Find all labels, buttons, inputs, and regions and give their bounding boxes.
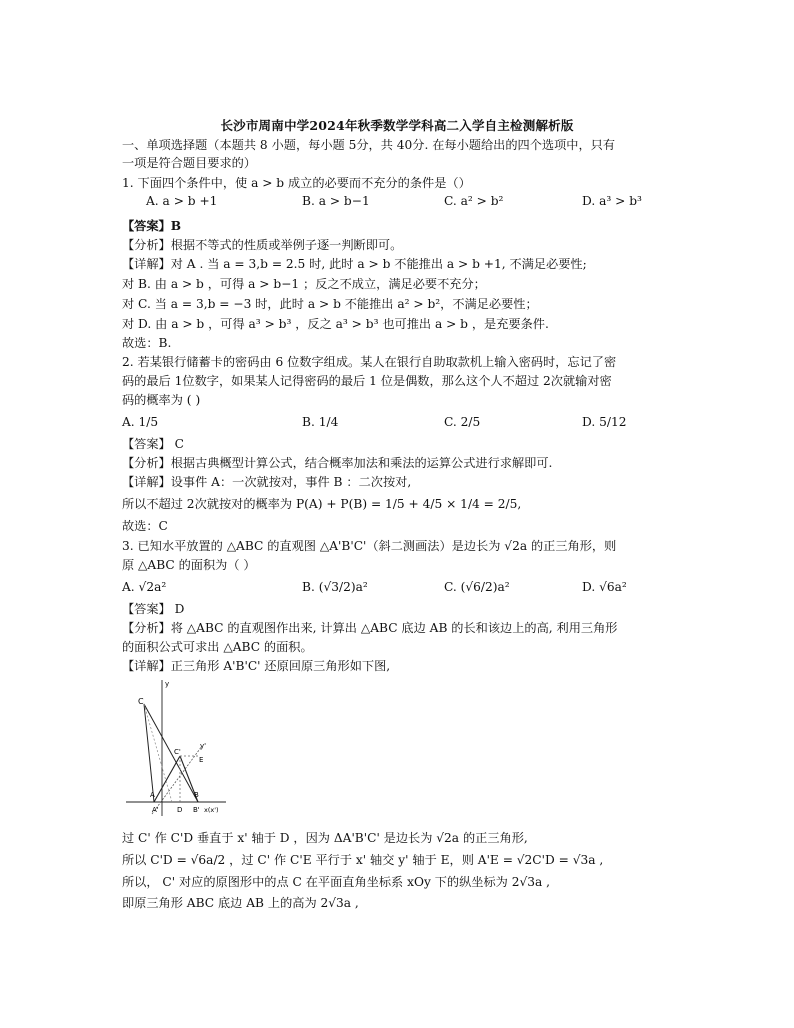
q1-option-d: D. a³ > b³ — [582, 194, 642, 208]
q1-detail-line: 对 B. 由 a > b ，可得 a > b−1 ；反之不成立，满足必要不充分； — [122, 277, 486, 291]
label-a-prime: A' — [152, 806, 159, 814]
q2-analysis: 【分析】根据古典概型计算公式，结合概率加法和乘法的运算公式进行求解即可. — [122, 456, 553, 470]
label-x-axis: x(x') — [204, 806, 219, 814]
q1-answer: 【答案】B — [122, 219, 182, 233]
q1-detail-line: 【详解】对 A . 当 a = 3,b = 2.5 时, 此时 a > b 不能推出 a > b +1, 不满足必要性; — [122, 257, 587, 271]
q3-detail-line: 过 C' 作 C'D 垂直于 x' 轴于 D ，因为 ΔA'B'C' 是边长为 √2a 的正三角形, — [122, 831, 528, 845]
q3-option-a: A. √2a² — [122, 580, 167, 594]
q2-option-c: C. 2/5 — [444, 415, 481, 429]
label-a: A — [150, 791, 155, 799]
q3-detail-intro: 【详解】正三角形 A'B'C' 还原回原三角形如下图, — [122, 659, 391, 673]
q2-detail-line: 【详解】设事件 A：一次就按对，事件 B ：二次按对, — [122, 475, 412, 489]
q2-detail-line: 故选：C — [122, 519, 168, 533]
y-prime-axis — [152, 746, 202, 814]
q2-option-d: D. 5/12 — [582, 415, 627, 429]
q2-option-b: B. 1/4 — [302, 415, 339, 429]
q2-stem-line: 码的概率为 ( ) — [122, 393, 201, 407]
q3-option-d: D. √6a² — [582, 580, 627, 594]
section-heading: 一、单项选择题（本题共 8 小题，每小题 5分，共 40分. 在每小题给出的四个选项中，只有 — [122, 138, 616, 152]
label-c-prime: C' — [174, 748, 181, 756]
q1-detail-line: 对 C. 当 a = 3,b = −3 时，此时 a > b 不能推出 a² > b²，不满足必要性； — [122, 297, 538, 311]
q3-analysis-line: 的面积公式可求出 △ABC 的面积。 — [122, 640, 313, 654]
label-c: C — [138, 697, 144, 706]
q3-detail-line: 所以， C' 对应的原图形中的点 C 在平面直角坐标系 xOy 下的纵坐标为 2√3a , — [122, 875, 551, 889]
q1-analysis: 【分析】根据不等式的性质或举例子逐一判断即可。 — [122, 238, 403, 252]
q2-answer: 【答案】 C — [122, 437, 184, 451]
q3-option-b: B. (√3/2)a² — [302, 580, 368, 594]
q2-detail-line: 所以不超过 2次就按对的概率为 P(A) + P(B) = 1/5 + 4/5 × 1/4 = 2/5, — [122, 497, 522, 511]
label-b: B — [194, 791, 199, 799]
q1-option-b: B. a > b−1 — [302, 194, 370, 208]
page-title: 长沙市周南中学2024年秋季数学学科高二入学自主检测解析版 — [220, 118, 574, 133]
q1-detail-line: 故选：B. — [122, 336, 172, 350]
oblique-projection-figure — [122, 676, 232, 821]
label-e: E — [199, 756, 204, 764]
label-y-prime: y' — [200, 742, 207, 750]
section-heading-cont: 一项是符合题目要求的） — [122, 156, 257, 170]
q3-detail-line: 所以 C'D = √6a/2 ，过 C' 作 C'E 平行于 x' 轴交 y' 轴于 E，则 A'E = √2C'D = √3a , — [122, 853, 604, 867]
q3-answer: 【答案】 D — [122, 602, 185, 616]
height-line — [144, 704, 172, 802]
label-d: D — [177, 806, 183, 814]
q2-stem-line: 2. 若某银行储蓄卡的密码由 6 位数字组成。某人在银行自助取款机上输入密码时，忘记了密 — [122, 355, 617, 369]
q1-option-a: A. a > b +1 — [146, 194, 218, 208]
q3-detail-line: 即原三角形 ABC 底边 AB 上的高为 2√3a , — [122, 896, 359, 910]
q1-stem: 1. 下面四个条件中，使 a > b 成立的必要而不充分的条件是（） — [122, 176, 471, 190]
label-b-prime: B' — [193, 806, 200, 814]
q3-option-c: C. (√6/2)a² — [444, 580, 510, 594]
figure-svg — [122, 676, 232, 821]
q3-stem-line: 原 △ABC 的面积为（ ） — [122, 558, 256, 572]
q2-stem-line: 码的最后 1位数字，如果某人记得密码的最后 1 位是偶数，那么这个人不超过 2次就输对密 — [122, 374, 612, 388]
q1-option-c: C. a² > b² — [444, 194, 504, 208]
q3-stem-line: 3. 已知水平放置的 △ABC 的直观图 △A'B'C'（斜二测画法）是边长为 √2a 的正三角形，则 — [122, 539, 617, 553]
q2-option-a: A. 1/5 — [122, 415, 159, 429]
label-y: y — [165, 680, 170, 688]
side-a-c-prime — [154, 756, 180, 802]
q3-analysis-line: 【分析】将 △ABC 的直观图作出来, 计算出 △ABC 底边 AB 的长和该边上的高, 利用三角形 — [122, 621, 618, 635]
q1-detail-line: 对 D. 由 a > b ，可得 a³ > b³ ，反之 a³ > b³ 也可推出 a > b ，是充要条件. — [122, 317, 549, 331]
